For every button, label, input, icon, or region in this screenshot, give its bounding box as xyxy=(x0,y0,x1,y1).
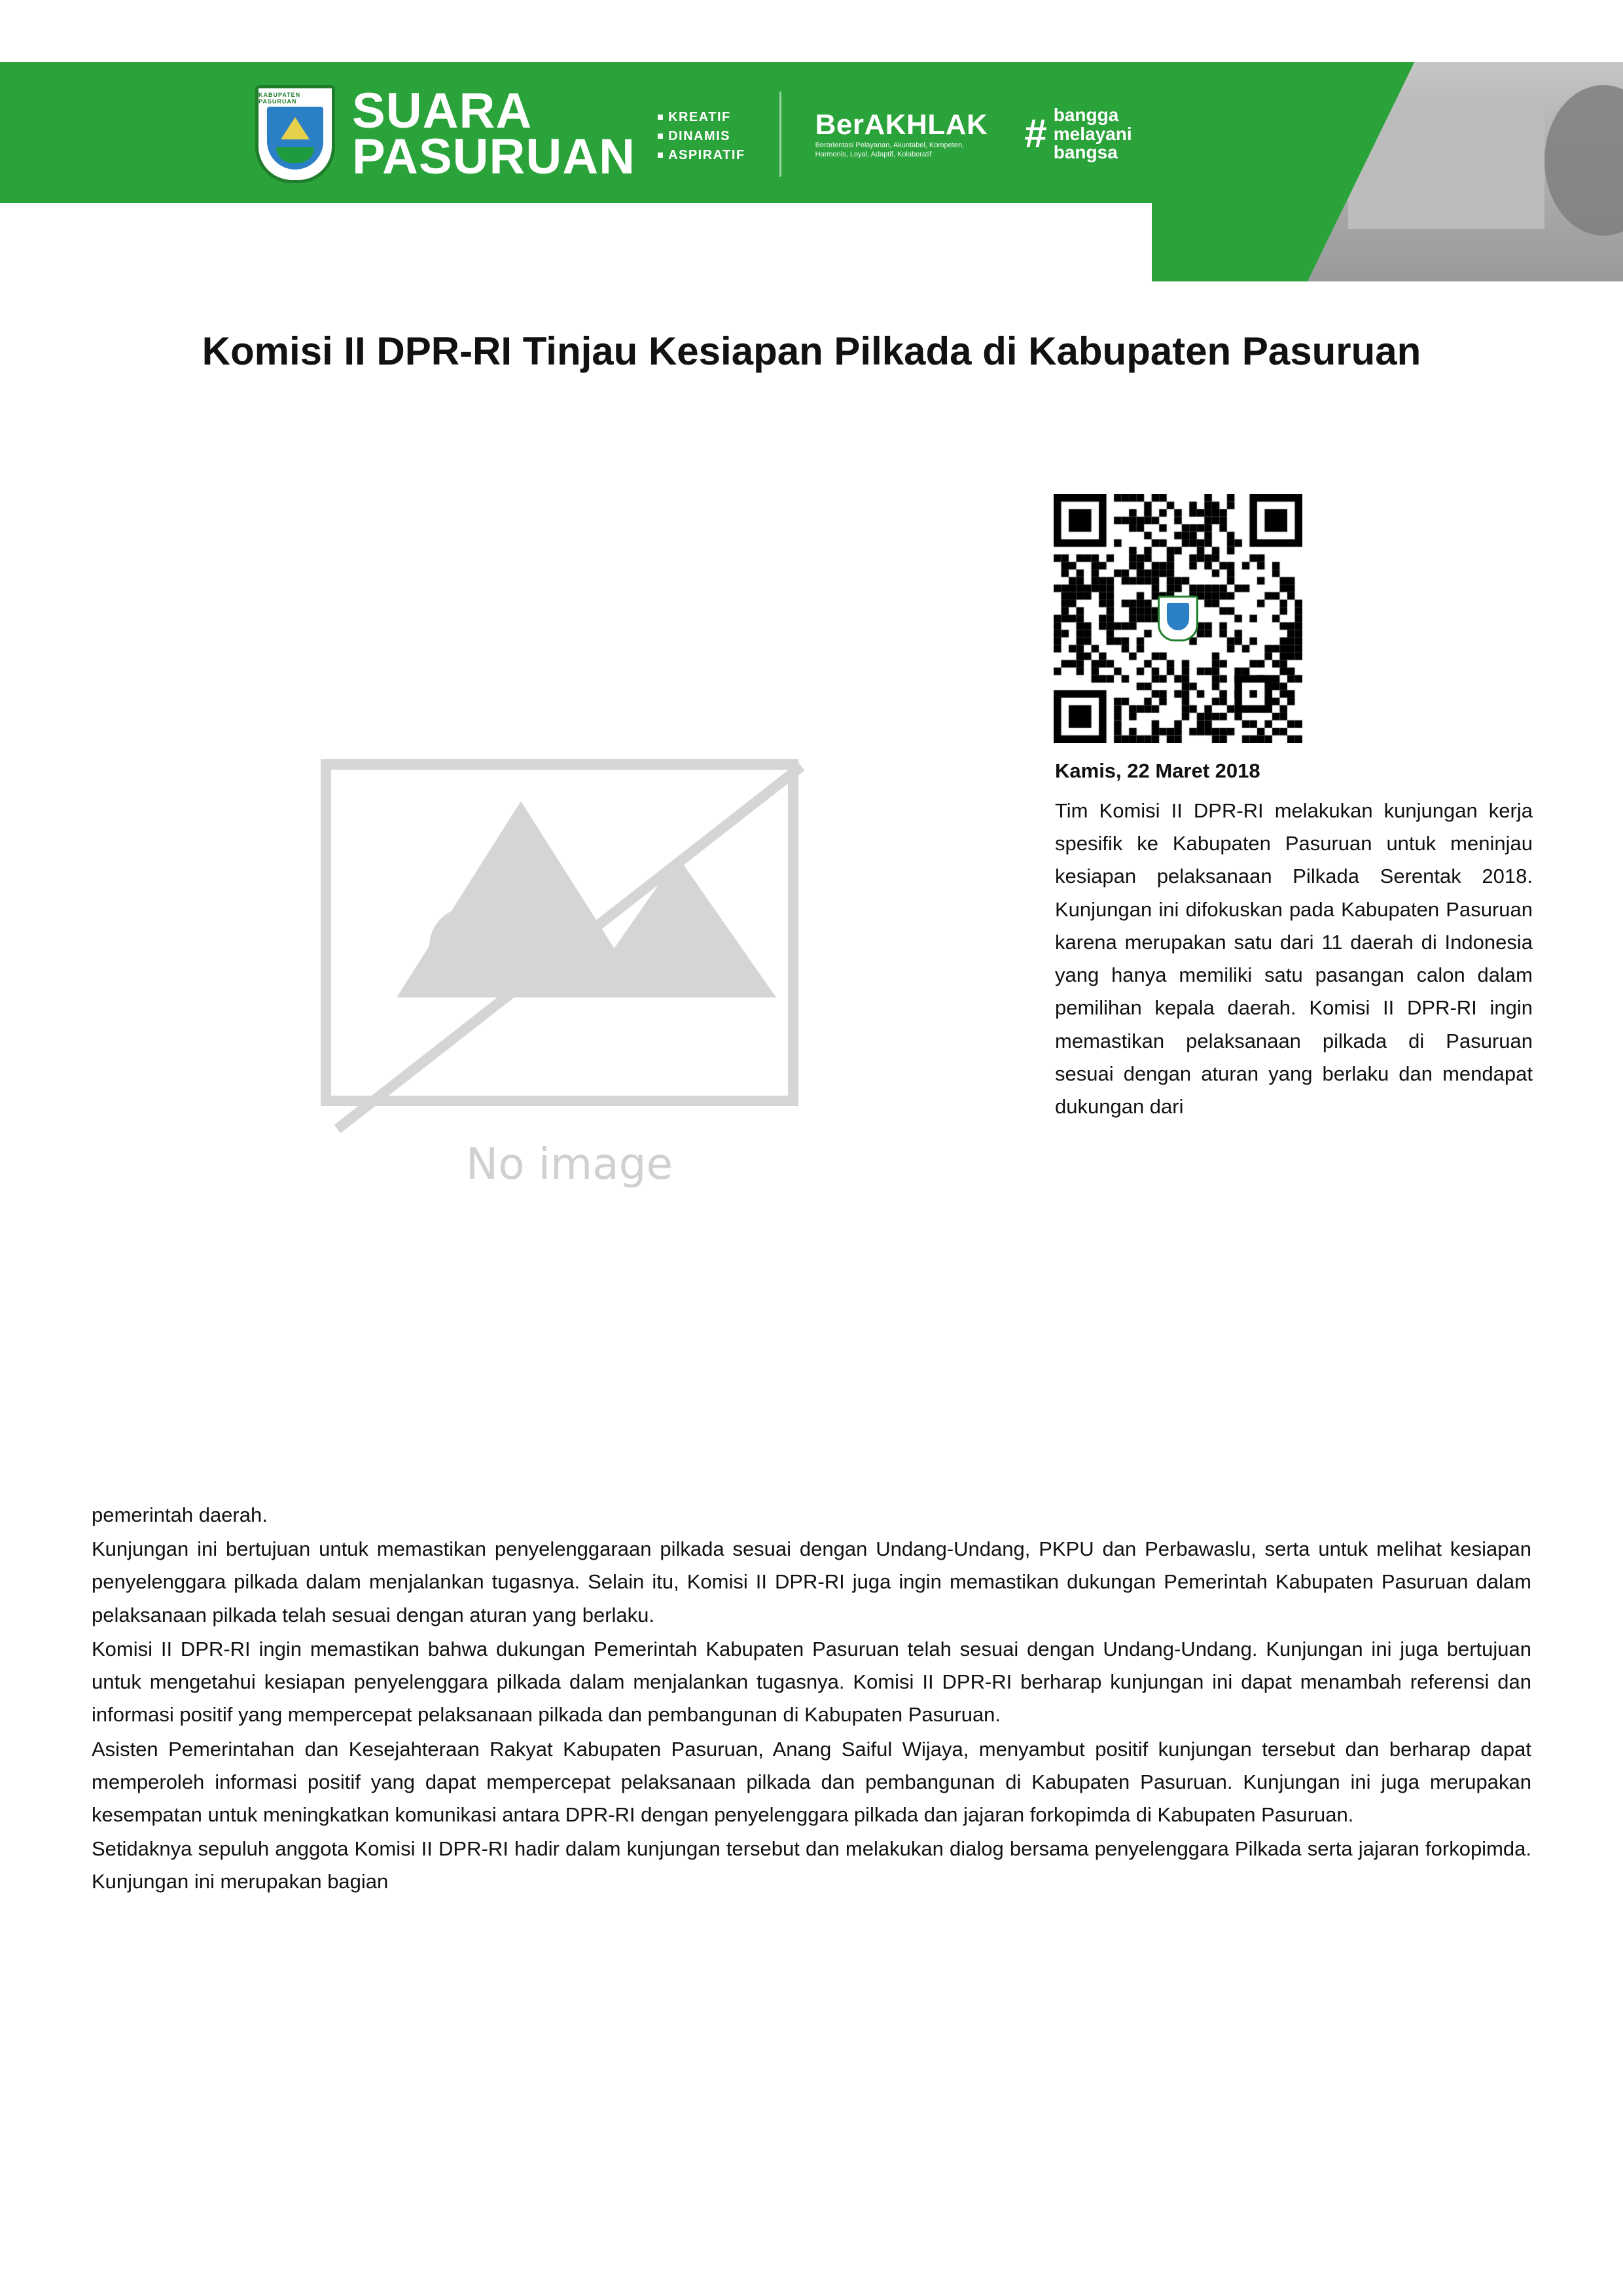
qr-code-canvas xyxy=(1054,494,1302,743)
brand-line-1: SUARA xyxy=(352,83,533,139)
header-bottom-margin xyxy=(0,203,1152,281)
qr-center-crest-icon xyxy=(1158,596,1198,641)
hashtag-icon: # xyxy=(1024,111,1047,156)
publish-date: Kamis, 22 Maret 2018 xyxy=(1055,759,1260,782)
image-frame-icon xyxy=(321,759,798,1106)
article-side-column xyxy=(1055,759,1533,1123)
tree-shape xyxy=(1544,85,1623,236)
bangga-melayani-bangsa-logo xyxy=(1024,106,1132,162)
article-paragraph: pemerintah daerah. xyxy=(92,1503,268,1526)
header-divider xyxy=(779,92,781,177)
no-image-label: No image xyxy=(465,1139,673,1189)
berakhlak-label: BerAKHLAK xyxy=(815,109,988,141)
article-body xyxy=(92,1499,1531,1900)
tagline-item: KREATIF xyxy=(658,110,745,125)
page-header xyxy=(0,0,1623,281)
article-lead-paragraph: Tim Komisi II DPR-RI melakukan kunjungan kerja spesifik ke Kabupaten Pasuruan untuk meninjau kesiapan pelaksanaan Pilkada Serentak 2018. Kunjungan ini difokuskan pada Kabupaten Pasuruan karena merupakan satu dari 11 daerah di Indonesia yang hanya memiliki satu pasangan calon dalam pemilihan kepala daerah. Komisi II DPR-RI ingin memastikan pelaksanaan pilkada di Pasuruan sesuai dengan aturan yang berlaku dan mendapat dukungan dari xyxy=(1055,799,1533,1118)
article-image-placeholder xyxy=(281,681,857,1257)
page-title: Komisi II DPR-RI Tinjau Kesiapan Pilkada di Kabupaten Pasuruan xyxy=(202,329,1421,373)
tagline-item: DINAMIS xyxy=(658,129,745,144)
brand-taglines xyxy=(658,110,745,163)
qr-code[interactable] xyxy=(1054,494,1302,743)
article-paragraph: Komisi II DPR-RI ingin memastikan bahwa dukungan Pemerintah Kabupaten Pasuruan telah sesuai dengan Undang-Undang. Kunjungan ini juga bertujuan untuk mengetahui kesiapan penyelenggara pilkada dalam menjalankan tugasnya. Komisi II DPR-RI berharap kunjungan ini dapat menambah referensi dan informasi positif yang mempercepat pelaksanaan pilkada dan pembangunan di Kabupaten Pasuruan. xyxy=(92,1637,1531,1727)
bangga-text-block xyxy=(1054,106,1132,162)
brand-line-2: PASURUAN xyxy=(352,129,636,185)
article-paragraph: Asisten Pemerintahan dan Kesejahteraan Rakyat Kabupaten Pasuruan, Anang Saiful Wijaya, menyambut positif kunjungan tersebut dan berharap dapat memperoleh informasi positif yang dapat mempercepat pelaksanaan pilkada dan pembangunan di Kabupaten Pasuruan. Kunjungan ini juga merupakan kesempatan untuk meningkatkan komunikasi antara DPR-RI dengan penyelenggara pilkada dan jajaran forkopimda di Kabupaten Pasuruan. xyxy=(92,1737,1531,1826)
bangga-line-3: bangsa xyxy=(1053,142,1118,163)
bangga-line-2: melayani xyxy=(1053,123,1132,144)
tagline-item: ASPIRATIF xyxy=(658,148,745,163)
image-mountain-shape-2 xyxy=(580,857,776,997)
berakhlak-subtitle: Berorientasi Pelayanan, Akuntabel, Kompeten, Harmonis, Loyal, Adaptif, Kolaboratif xyxy=(815,141,965,158)
crest-shield-shape xyxy=(267,107,323,170)
crest-caption: KABUPATEN PASURUAN xyxy=(259,92,301,105)
pasuruan-crest-icon xyxy=(255,85,335,183)
berakhlak-logo xyxy=(815,109,988,160)
bangga-line-1: bangga xyxy=(1053,105,1119,126)
article-paragraph: Setidaknya sepuluh anggota Komisi II DPR-RI hadir dalam kunjungan tersebut dan melakukan dialog bersama penyelenggara Pilkada serta jajaran forkopimda. Kunjungan ini merupakan bagian xyxy=(92,1837,1531,1893)
header-top-margin xyxy=(0,0,1623,62)
brand-wordmark xyxy=(352,83,636,185)
article-paragraph: Kunjungan ini bertujuan untuk memastikan penyelenggaraan pilkada sesuai dengan Undang-Undang, PKPU dan Perbawaslu, serta untuk melihat kesiapan penyelenggara pilkada dalam menjalankan tugasnya. Selain itu, Komisi II DPR-RI juga ingin memastikan dukungan Pemerintah Kabupaten Pasuruan dalam pelaksanaan pilkada telah sesuai dengan aturan yang berlaku. xyxy=(92,1537,1531,1626)
